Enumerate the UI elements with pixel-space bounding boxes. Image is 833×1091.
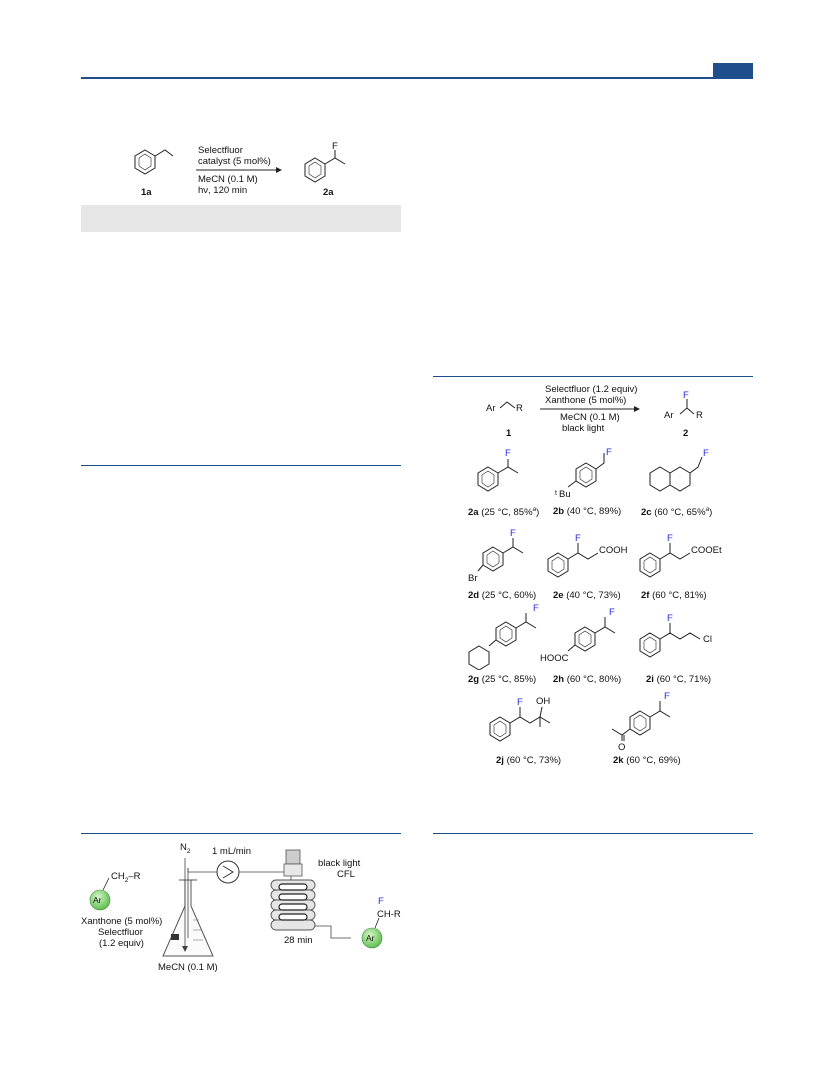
- scheme2-condition-2: black light: [562, 423, 605, 434]
- scheme1-condition-2: hν, 120 min: [198, 185, 248, 196]
- scheme1-starting-material: [125, 140, 185, 190]
- caption-2b: 2b (40 °C, 89%): [553, 506, 622, 517]
- flow-reagent-1: Xanthone (5 mol%): [81, 916, 163, 927]
- caption-2a: 2a (25 °C, 85%$^a$): [468, 506, 540, 519]
- flow-product-ar: Ar: [366, 933, 375, 943]
- scheme1-sm-label: 1a: [141, 187, 152, 198]
- structure-2c: [640, 445, 730, 500]
- structure-2e: [540, 525, 640, 585]
- structure-2b: [550, 445, 630, 500]
- svg-text:F: F: [667, 613, 673, 624]
- structure-2i: [632, 605, 732, 670]
- scheme2-sm-label: 1: [506, 428, 512, 439]
- caption-2h: 2h (60 °C, 80%): [553, 674, 622, 685]
- svg-text:F: F: [510, 528, 516, 539]
- caption-2c: 2c (60 °C, 65%$^a$): [641, 506, 713, 519]
- svg-text:F: F: [575, 533, 581, 544]
- O-label: O: [618, 742, 626, 750]
- flow-residence-time: 28 min: [284, 935, 313, 946]
- flow-solvent-label: MeCN (0.1 M): [158, 962, 218, 973]
- scheme2-sm-r: R: [516, 403, 523, 414]
- structure-2f: [632, 525, 732, 585]
- OH-label: OH: [536, 696, 551, 707]
- svg-text:F: F: [505, 448, 511, 459]
- caption-2j: 2j (60 °C, 73%): [496, 755, 562, 766]
- scheme1-reagent-2: catalyst (5 mol%): [198, 156, 271, 167]
- caption-2f: 2f (60 °C, 81%): [641, 590, 707, 601]
- flow-product-group: CH-R: [377, 909, 401, 920]
- left-section-rule: [81, 465, 401, 466]
- scheme2-general-product: [660, 388, 720, 428]
- flow-n2-label: $N_2$: [180, 842, 191, 855]
- svg-text:F: F: [667, 533, 673, 544]
- Cl-label: Cl: [703, 634, 712, 645]
- flow-lamp-label-2: CFL: [337, 869, 355, 880]
- scheme2-product-ar: Ar: [664, 410, 674, 421]
- scheme1-condition-1: MeCN (0.1 M): [198, 174, 258, 185]
- flow-rate-label: 1 mL/min: [212, 846, 252, 857]
- scheme1-reagent-1: Selectfluor: [198, 145, 243, 156]
- structure-2h: [540, 605, 630, 670]
- scheme2-reagent-2: Xanthone (5 mol%): [545, 395, 627, 406]
- scheme2-condition-1: MeCN (0.1 M): [560, 412, 620, 423]
- scheme2-product-label: 2: [683, 428, 689, 439]
- header-rule: [81, 77, 753, 79]
- flow-reagent-2: Selectfluor: [98, 927, 143, 938]
- svg-text:F: F: [606, 447, 612, 458]
- flow-sm-group: $CH_2-R$: [111, 871, 141, 884]
- caption-2e: 2e (40 °C, 73%): [553, 590, 621, 601]
- tBu-label: Bu: [559, 489, 571, 500]
- COOEt-label: COOEt: [691, 545, 722, 556]
- caption-2g: 2g (25 °C, 85%): [468, 674, 537, 685]
- right-section-rule-top: [433, 376, 753, 377]
- scheme2-product-F: F: [683, 390, 689, 401]
- flow-product-F: F: [378, 896, 384, 907]
- header-page-tab: [713, 63, 753, 77]
- right-section-rule-bottom: [433, 833, 753, 834]
- structure-2k: [600, 685, 700, 750]
- svg-text:F: F: [609, 607, 615, 618]
- caption-2k: 2k (60 °C, 69%): [613, 755, 681, 766]
- COOH-label: COOH: [599, 545, 628, 556]
- table-header-bar: [81, 205, 401, 232]
- structure-2j: [482, 685, 582, 750]
- scheme2-product-r: R: [696, 410, 703, 421]
- Br-label: Br: [468, 573, 478, 584]
- flow-lamp-label-1: black light: [318, 858, 361, 869]
- tBu-superscript: t: [555, 490, 557, 497]
- svg-text:F: F: [703, 448, 709, 459]
- HOOC-label: HOOC: [540, 653, 569, 664]
- svg-text:F: F: [533, 603, 539, 614]
- structure-2d: [468, 525, 543, 585]
- structure-2a: [470, 445, 540, 500]
- flow-reagent-3: (1.2 equiv): [99, 938, 144, 949]
- caption-2d: 2d (25 °C, 60%): [468, 590, 537, 601]
- scheme1-F-atom: F: [332, 141, 338, 152]
- scheme2-reagent-1: Selectfluor (1.2 equiv): [545, 384, 638, 395]
- caption-2i: 2i (60 °C, 71%): [646, 674, 712, 685]
- scheme2-sm-ar: Ar: [486, 403, 496, 414]
- flow-figure-rule: [81, 833, 401, 834]
- scheme1-product: [295, 140, 365, 190]
- scheme1-product-label: 2a: [323, 187, 334, 198]
- flow-sm-ar: Ar: [93, 895, 102, 905]
- svg-text:F: F: [664, 691, 670, 702]
- svg-text:F: F: [517, 697, 523, 708]
